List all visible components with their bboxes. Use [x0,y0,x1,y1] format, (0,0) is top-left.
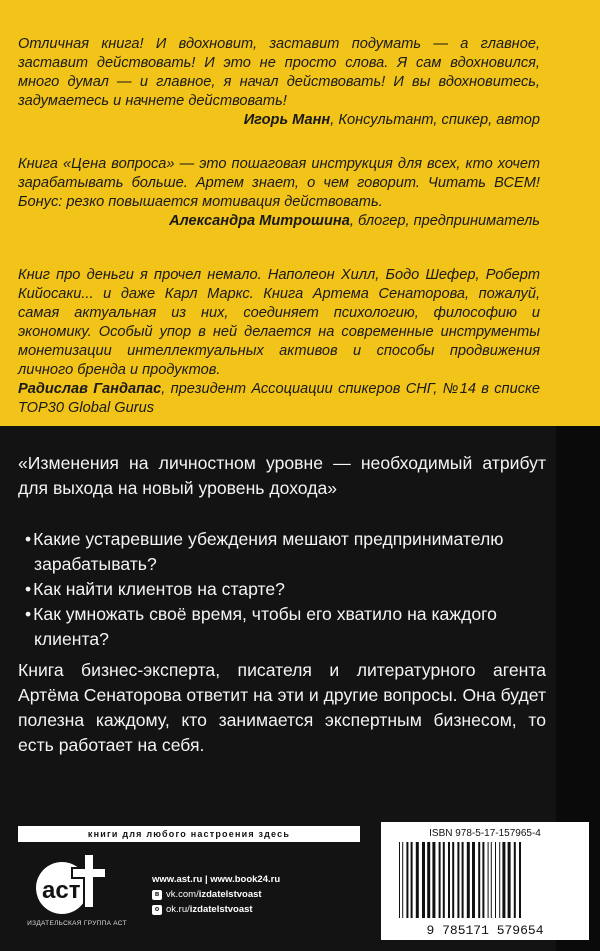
barcode-bar [514,842,516,918]
review-text: Отличная книга! И вдохновит, заставит подумать — а главное, заставит действовать! И это не просто слова. Я сам вдохновился, много думал — и главное, я начал действовать! И вы вдохновитесь, задумаетесь и начнете действовать! [18,36,540,109]
barcode-digits: 9 785171 579654 [426,923,544,938]
review-role: , блогер, предприниматель [349,213,540,229]
barcode-bar [508,842,511,918]
barcode-bar [482,842,484,918]
barcode-bar [406,842,408,918]
pull-quote: «Изменения на личностном уровне — необходимый атрибут для выхода на новый уровень дохода» [18,453,546,498]
question-list [18,527,546,652]
vk-icon: в [152,890,162,900]
review-attribution [18,111,540,130]
barcode-bar [448,842,450,918]
isbn-label: ISBN 978-5-17-157965-4 [429,828,541,839]
barcode [387,842,583,938]
barcode-bar [519,842,521,918]
barcode-bar [462,842,464,918]
ok-icon: о [152,905,162,915]
review-text: Книга «Цена вопроса» — это пошаговая инструкция для всех, кто хочет зарабатывать больше. Артем знает, о чем говорит. Читать ВСЕМ! Бонус: резко повышается мотивация действовать. [18,156,540,210]
review-author: Игорь Манн [243,112,331,128]
barcode-bar [491,842,492,918]
logo-caption: ИЗДАТЕЛЬСКАЯ ГРУППА АСТ [27,920,127,927]
review-1 [18,35,540,130]
barcode-bar [457,842,459,918]
review-attribution [18,380,540,418]
ok-prefix: ok.ru/ [166,904,190,915]
barcode-bar [439,842,441,918]
review-3 [18,266,540,418]
review-text: Книг про деньги я прочел немало. Наполеон Хилл, Бодо Шефер, Роберт Кийосаки... и даже Карл Маркс. Книга Артема Сенаторова, пожалуй, самая актуальная из них, соединяет психологию, философию и экономику. Особый упор в ней делается на современные инструменты монетизации интеллектуальных активов и способы продвижения личного бренда и продуктов. [18,267,540,378]
barcode-bar [399,842,400,918]
review-role: , Консультант, спикер, автор [330,112,540,128]
barcode-bar [443,842,445,918]
logo-text: аст [42,877,81,904]
review-attribution [18,212,540,231]
vk-handle: izdatelstvoast [198,889,262,900]
ok-link[interactable] [152,902,280,917]
question-item: • Какие устаревшие убеждения мешают предпринимателю зарабатывать? [18,527,546,577]
vk-link[interactable] [152,887,280,902]
isbn-block [381,822,589,940]
reviews-panel [0,0,600,426]
ok-handle: izdatelstvoast [189,904,253,915]
review-2 [18,155,540,231]
ast-logo-icon [32,850,114,920]
barcode-bar [495,842,496,918]
publisher-links [152,872,280,917]
barcode-bar [402,842,403,918]
barcode-bar [411,842,413,918]
barcode-bars [399,842,521,918]
barcode-bar [502,842,505,918]
review-role: , президент Ассоциации спикеров СНГ, №14 в списке TOP30 Global Gurus [18,381,540,416]
barcode-bar [427,842,430,918]
review-author: Радислав Гандапас [18,381,162,397]
book-description: Книга бизнес-эксперта, писателя и литературного агента Артёма Сенаторова ответит на эти и другие вопросы. Она будет полезна каждому, кто занимается экспертным бизнесом, то есть работает на себя. [18,660,546,755]
barcode-bar [452,842,454,918]
question-item: • Как умножать своё время, чтобы его хватило на каждого клиента? [18,602,546,652]
barcode-bar [467,842,470,918]
barcode-bar [488,842,489,918]
publisher-tagline: книги для любого настроения здесь [18,826,360,842]
websites-link[interactable] [152,872,280,887]
vk-prefix: vk.com/ [166,889,199,900]
barcode-bar [422,842,425,918]
barcode-bar [478,842,480,918]
review-author: Александра Митрошина [169,213,350,229]
barcode-bar [416,842,419,918]
websites-text: www.ast.ru | www.book24.ru [152,874,281,885]
barcode-bar [472,842,475,918]
barcode-bar [432,842,435,918]
question-item: • Как найти клиентов на старте? [18,577,546,602]
barcode-bar [499,842,500,918]
